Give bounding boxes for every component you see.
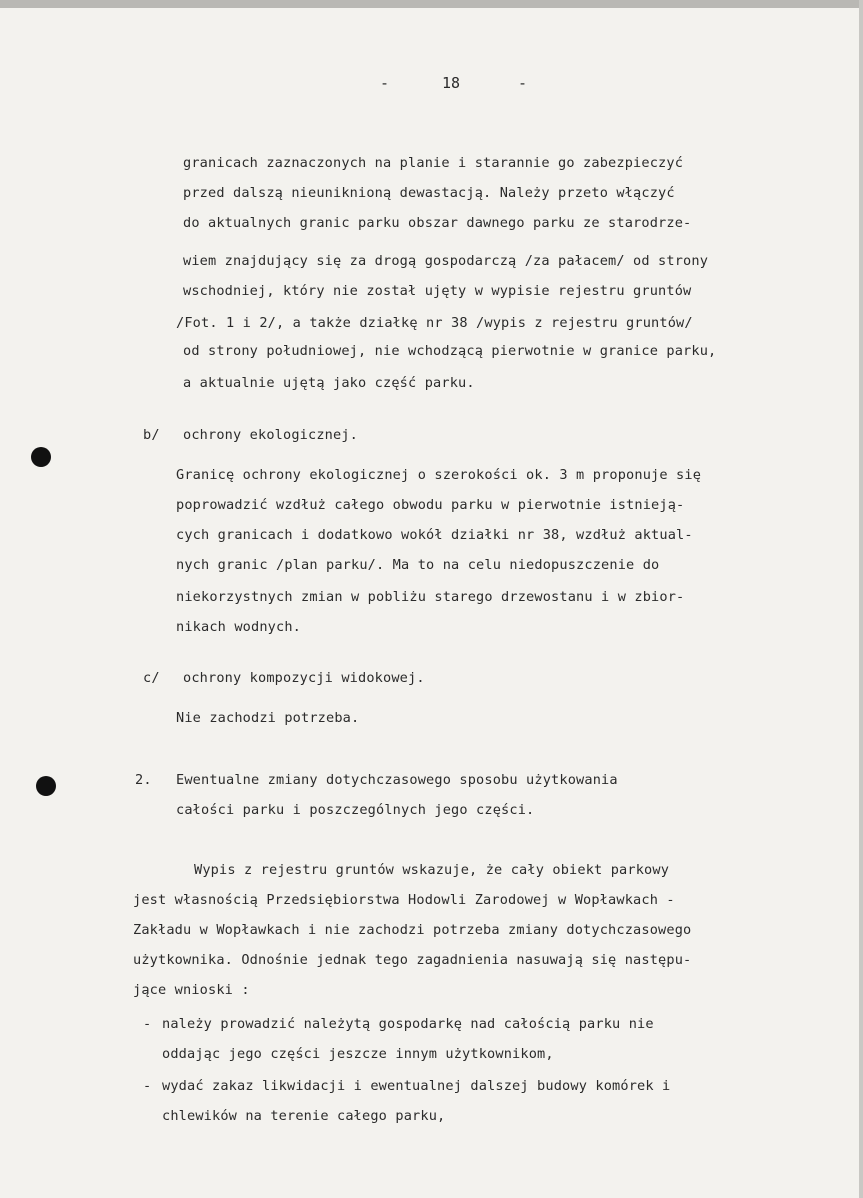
section-2-line: Zakładu w Wopławkach i nie zachodzi potrzeba zmiany dotychczasowego (133, 922, 692, 938)
scan-top-edge (0, 0, 863, 8)
section-b-line: nikach wodnych. (176, 619, 302, 635)
page-number-value: 18 (442, 74, 461, 92)
section-b-marker: b/ (143, 427, 160, 443)
paragraph-line: wschodniej, który nie został ujęty w wypisie rejestru gruntów (183, 283, 692, 299)
punch-hole (31, 447, 51, 467)
section-2-heading: całości parku i poszczególnych jego części. (176, 802, 535, 818)
section-b-line: niekorzystnych zmian w pobliżu starego drzewostanu i w zbior- (176, 589, 685, 605)
paragraph-line: /Fot. 1 i 2/, a także działkę nr 38 /wypis z rejestru gruntów/ (176, 315, 693, 331)
section-b-line: Granicę ochrony ekologicznej o szerokości ok. 3 m proponuje się (176, 467, 702, 483)
section-2-line: jące wnioski : (133, 982, 250, 998)
section-2-heading: Ewentualne zmiany dotychczasowego sposobu użytkowania (176, 772, 618, 788)
section-2-line: jest własnością Przedsiębiorstwa Hodowli Zarodowej w Wopławkach - (133, 892, 675, 908)
section-b-line: nych granic /plan parku/. Ma to na celu niedopuszczenie do (176, 557, 660, 573)
page-number-dash-left: - (380, 74, 390, 92)
section-c-text: Nie zachodzi potrzeba. (176, 710, 360, 726)
bullet-line: oddając jego części jeszcze innym użytkownikom, (162, 1046, 554, 1062)
scan-right-edge (859, 0, 863, 1198)
paragraph-line: wiem znajdujący się za drogą gospodarczą /za pałacem/ od strony (183, 253, 709, 269)
bullet-line: chlewików na terenie całego parku, (162, 1108, 446, 1124)
section-b-line: poprowadzić wzdłuż całego obwodu parku w pierwotnie istnieją- (176, 497, 685, 513)
section-b-line: cych granicach i dodatkowo wokół działki nr 38, wzdłuż aktual- (176, 527, 693, 543)
bullet-line: należy prowadzić należytą gospodarkę nad całością parku nie (162, 1016, 654, 1032)
paragraph-line: granicach zaznaczonych na planie i starannie go zabezpieczyć (183, 155, 684, 171)
section-2-line: użytkownika. Odnośnie jednak tego zagadnienia nasuwają się następu- (133, 952, 692, 968)
punch-hole (36, 776, 56, 796)
bullet-dash: - (143, 1078, 152, 1094)
bullet-dash: - (143, 1016, 152, 1032)
paragraph-line: do aktualnych granic parku obszar dawnego parku ze starodrze- (183, 215, 692, 231)
section-2-line: Wypis z rejestru gruntów wskazuje, że cały obiekt parkowy (194, 862, 670, 878)
bullet-line: wydać zakaz likwidacji i ewentualnej dalszej budowy komórek i (162, 1078, 671, 1094)
paragraph-line: od strony południowej, nie wchodzącą pierwotnie w granice parku, (183, 343, 717, 359)
page-number-dash-right: - (518, 74, 528, 92)
section-c-heading: ochrony kompozycji widokowej. (183, 670, 425, 686)
paragraph-line: a aktualnie ujętą jako część parku. (183, 375, 475, 391)
section-b-heading: ochrony ekologicznej. (183, 427, 359, 443)
paragraph-line: przed dalszą nieuniknioną dewastacją. Należy przeto włączyć (183, 185, 675, 201)
section-2-marker: 2. (135, 772, 152, 788)
section-c-marker: c/ (143, 670, 160, 686)
